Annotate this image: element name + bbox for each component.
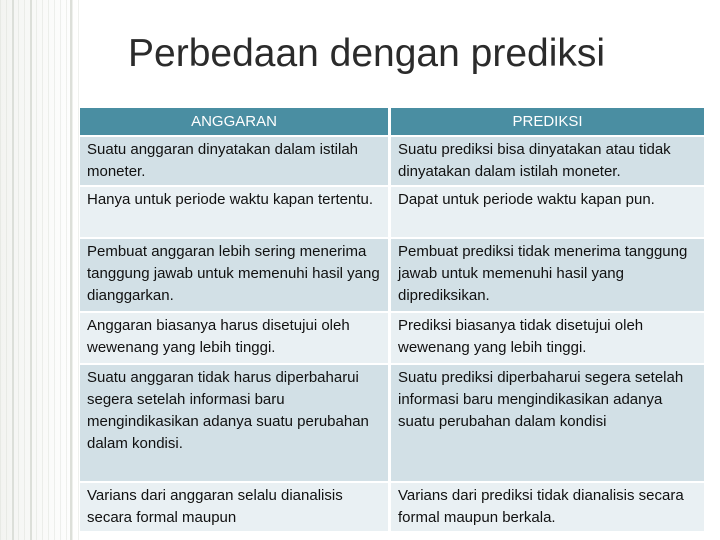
table-row [80, 135, 704, 185]
table-cell: Varians dari prediksi tidak dianalisis secara formal maupun berkala. [391, 481, 704, 531]
table-cell: Varians dari anggaran selalu dianalisis secara formal maupun [80, 481, 391, 531]
decorative-line [70, 0, 72, 540]
table-row [80, 311, 704, 363]
comparison-table [80, 108, 704, 531]
table-cell: Suatu anggaran tidak harus diperbaharui segera setelah informasi baru mengindikasikan adanya suatu perubahan dalam kondisi. [80, 363, 391, 481]
decorative-line [12, 0, 14, 540]
table-cell: Suatu prediksi diperbaharui segera setelah informasi baru mengindikasikan adanya suatu perubahan dalam kondisi [391, 363, 704, 481]
header-prediksi: PREDIKSI [391, 108, 704, 135]
table-header-row [80, 108, 704, 135]
table-row [80, 185, 704, 237]
table-cell: Pembuat anggaran lebih sering menerima tanggung jawab untuk memenuhi hasil yang dianggarkan. [80, 237, 391, 311]
table-cell: Suatu prediksi bisa dinyatakan atau tidak dinyatakan dalam istilah moneter. [391, 135, 704, 185]
table-row [80, 481, 704, 531]
decorative-line [30, 0, 32, 540]
slide-title: Perbedaan dengan prediksi [128, 32, 606, 75]
table-row [80, 237, 704, 311]
table-cell: Pembuat prediksi tidak menerima tanggung jawab untuk memenuhi hasil yang diprediksikan. [391, 237, 704, 311]
table-cell: Anggaran biasanya harus disetujui oleh wewenang yang lebih tinggi. [80, 311, 391, 363]
table-cell: Hanya untuk periode waktu kapan tertentu. [80, 185, 391, 237]
table-cell: Dapat untuk periode waktu kapan pun. [391, 185, 704, 237]
table-cell: Suatu anggaran dinyatakan dalam istilah moneter. [80, 135, 391, 185]
table-row [80, 363, 704, 481]
header-anggaran: ANGGARAN [80, 108, 391, 135]
table-cell: Prediksi biasanya tidak disetujui oleh wewenang yang lebih tinggi. [391, 311, 704, 363]
